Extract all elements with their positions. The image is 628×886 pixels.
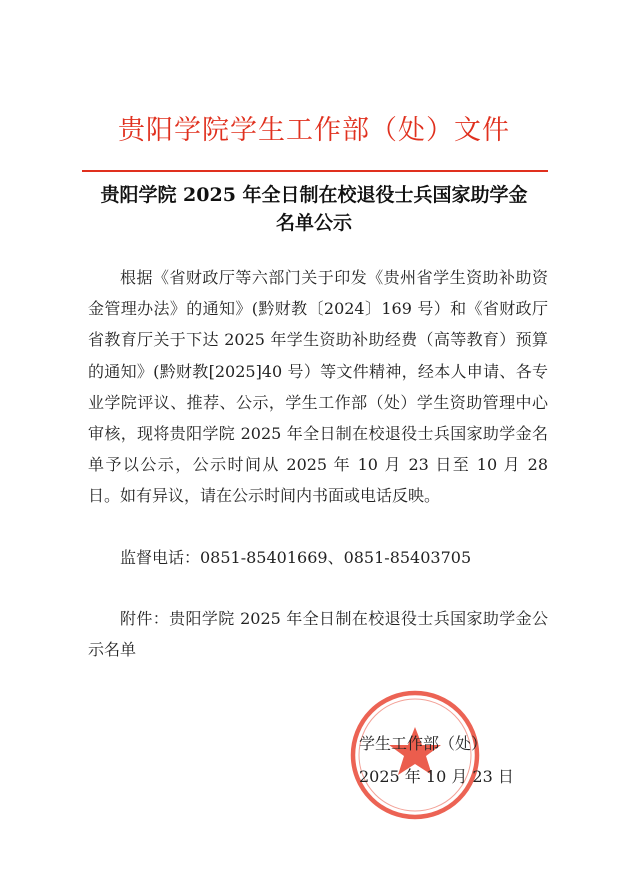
org-header-title: 贵阳学院学生工作部（处）文件 [118, 115, 510, 146]
document-title-line1: 贵阳学院 2025 年全日制在校退役士兵国家助学金 [100, 184, 528, 206]
document-title-line2: 名单公示 [275, 212, 352, 234]
attachment-paragraph: 附件：贵阳学院 2025 年全日制在校退役士兵国家助学金公示名单 [88, 609, 548, 660]
header-divider [82, 170, 548, 172]
hotline-paragraph: 监督电话：0851-85401669、0851-85403705 [120, 548, 472, 567]
main-paragraph: 根据《省财政厅等六部门关于印发《贵州省学生资助补助资金管理办法》的通知》(黔财教〔2024〕169 号）和《省财政厅省教育厅关于下达 2025 年学生资助补助经费（高等教育）预算的通知》(黔财教[2025]40 号）等文件精神，经本人申请、各专业学院评议、推荐、公示，学生工作部（处）学生资助管理中心审核，现将贵阳学院 2025 年全日制在校退役士兵国家助学金名单予以公示，公示时间从 2025 年 10 月 23 日至 10 月 28 日。如有异议，请在公示时间内书面或电话反映。 [88, 268, 548, 506]
signature-department: 学生工作部（处） [359, 734, 488, 753]
signature-date: 2025 年 10 月 23 日 [359, 767, 514, 786]
official-seal-icon [347, 687, 483, 823]
